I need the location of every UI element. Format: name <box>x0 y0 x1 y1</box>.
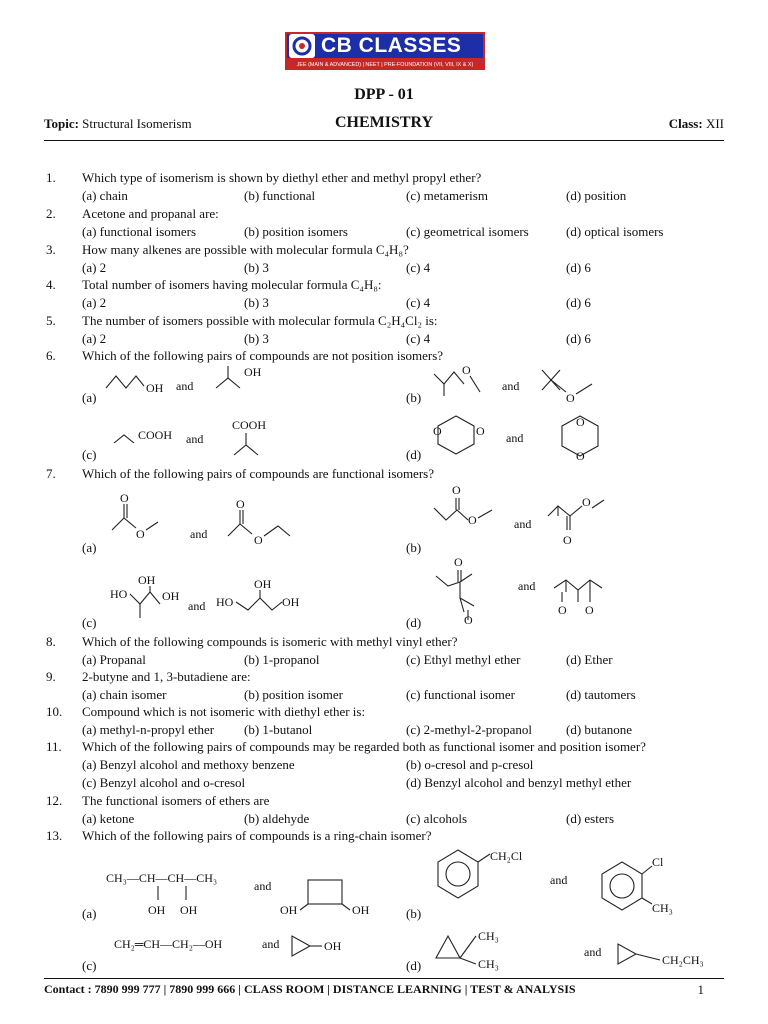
option-c: (c) 4 <box>406 295 431 310</box>
option-c: (c) functional isomer <box>406 687 516 702</box>
question-number: 10. <box>46 704 63 719</box>
option-c: (c) 4 <box>406 260 431 275</box>
svg-text:and: and <box>550 873 568 887</box>
option-b: (b) position isomer <box>244 687 343 702</box>
svg-text:CH₂═CH—CH₂—OH: CH₂═CH—CH₂—OH <box>114 937 223 951</box>
option-d: (d) Ether <box>566 652 613 667</box>
svg-text:OH: OH <box>254 577 272 591</box>
svg-text:O: O <box>464 613 473 627</box>
option-a: (a) Benzyl alcohol and methoxy benzene <box>82 757 295 772</box>
svg-text:O: O <box>254 533 263 547</box>
question-text: Which of the following pairs of compounds are not position isomers? <box>82 348 444 363</box>
option-d: (d) 6 <box>566 331 591 346</box>
topic-value: Structural Isomerism <box>82 116 192 131</box>
question-text: Which of the following pairs of compounds is a ring-chain isomer? <box>82 828 432 843</box>
svg-text:and: and <box>176 379 194 393</box>
question-text: Which of the following pairs of compounds are functional isomers? <box>82 466 434 481</box>
svg-text:O: O <box>462 363 471 377</box>
option-a: (a) 2 <box>82 260 107 275</box>
option-c: (c) Benzyl alcohol and o-cresol <box>82 775 246 790</box>
question-text: 2-butyne and 1, 3-butadiene are: <box>82 669 251 684</box>
question-number: 9. <box>46 669 56 684</box>
option-d: (d) optical isomers <box>566 224 664 239</box>
svg-text:O: O <box>454 555 463 569</box>
svg-text:and: and <box>502 379 520 393</box>
subject-title: CHEMISTRY <box>334 114 434 131</box>
svg-text:and: and <box>254 879 272 893</box>
svg-text:and: and <box>514 517 532 531</box>
option-c: (c) geometrical isomers <box>406 224 529 239</box>
structure-q6a <box>100 362 300 402</box>
question-text: Which of the following compounds is isomeric with methyl vinyl ether? <box>82 634 458 649</box>
question-number: 5. <box>46 313 56 328</box>
question-number: 3. <box>46 242 56 257</box>
option-b: (b) <box>406 390 422 405</box>
question-number: 12. <box>46 793 63 808</box>
question-number: 8. <box>46 634 56 649</box>
option-d: (d) <box>406 958 422 973</box>
brand-tagline: JEE (MAIN & ADVANCED) | NEET | PRE-FOUNDATION (VII, VIII, IX & X) <box>285 60 485 70</box>
question-number: 4. <box>46 277 56 292</box>
header-divider <box>44 140 724 141</box>
structure-q13d <box>430 922 720 974</box>
option-c: (c) <box>82 958 97 973</box>
svg-text:and: and <box>190 527 208 541</box>
structure-q7a <box>108 492 308 552</box>
option-b: (b) aldehyde <box>244 811 310 826</box>
logo-mark-icon <box>289 34 315 58</box>
svg-text:OH: OH <box>324 939 342 953</box>
svg-text:O: O <box>468 513 477 527</box>
svg-text:CH₃: CH₃ <box>478 929 499 943</box>
option-a: (a) Propanal <box>82 652 146 667</box>
svg-text:O: O <box>476 424 485 438</box>
option-a: (a) <box>82 540 97 555</box>
question-number: 2. <box>46 206 56 221</box>
option-d: (d) Benzyl alcohol and benzyl methyl ether <box>406 775 632 790</box>
option-a: (a) ketone <box>82 811 135 826</box>
option-d: (d) esters <box>566 811 615 826</box>
option-c: (c) alcohols <box>406 811 468 826</box>
dpp-title: DPP - 01 <box>354 86 414 103</box>
svg-text:O: O <box>585 603 594 617</box>
option-a: (a) functional isomers <box>82 224 197 239</box>
svg-text:OH: OH <box>282 595 300 609</box>
svg-text:and: and <box>584 945 602 959</box>
option-a: (a) 2 <box>82 331 107 346</box>
svg-text:OH: OH <box>146 381 164 395</box>
svg-text:O: O <box>120 491 129 505</box>
contact-info: Contact : 7890 999 777 | 7890 999 666 | CLASS ROOM | DISTANCE LEARNING | TEST & ANALYSIS <box>44 982 576 996</box>
question-number: 6. <box>46 348 56 363</box>
topic-label: Topic: <box>44 116 79 131</box>
question-number: 7. <box>46 466 56 481</box>
svg-text:O: O <box>433 424 442 438</box>
svg-text:CH₂Cl: CH₂Cl <box>490 849 523 863</box>
svg-text:O: O <box>576 449 585 463</box>
option-d: (d) position <box>566 188 627 203</box>
svg-text:O: O <box>136 527 145 541</box>
option-d: (d) <box>406 447 422 462</box>
footer <box>44 982 724 1000</box>
option-c: (c) <box>82 447 97 462</box>
svg-text:O: O <box>563 533 572 547</box>
svg-text:and: and <box>186 432 204 446</box>
svg-text:Cl: Cl <box>652 855 664 869</box>
svg-text:OH: OH <box>148 903 166 917</box>
option-b: (b) 1-propanol <box>244 652 320 667</box>
option-d: (d) <box>406 615 422 630</box>
question-text: Which of the following pairs of compounds may be regarded both as functional isomer and position isomer? <box>82 739 646 754</box>
structure-q6c <box>112 417 292 459</box>
question-text: The number of isomers possible with molecular formula C₂H₄Cl₂ is: <box>82 313 438 328</box>
svg-text:O: O <box>566 391 575 405</box>
structure-q6b <box>430 362 610 410</box>
option-a: (a) <box>82 906 97 921</box>
question-text: The functional isomers of ethers are <box>82 793 270 808</box>
question-text: Which type of isomerism is shown by diethyl ether and methyl propyl ether? <box>82 170 482 185</box>
option-c: (c) <box>82 615 97 630</box>
option-a: (a) methyl-n-propyl ether <box>82 722 215 737</box>
question-text: Compound which is not isomeric with diethyl ether is: <box>82 704 366 719</box>
page-number: 1 <box>697 982 704 997</box>
option-c: (c) 4 <box>406 331 431 346</box>
svg-text:O: O <box>582 495 591 509</box>
option-b: (b) <box>406 906 422 921</box>
svg-text:O: O <box>452 483 461 497</box>
class <box>669 116 724 132</box>
brand-name: CB CLASSES <box>321 34 462 57</box>
option-c: (c) 2-methyl-2-propanol <box>406 722 532 737</box>
structure-q6d <box>430 410 610 466</box>
option-b: (b) functional <box>244 188 316 203</box>
brand-logo <box>285 32 485 70</box>
svg-text:CH₃: CH₃ <box>478 957 499 971</box>
question-text: Acetone and propanal are: <box>82 206 219 221</box>
svg-text:O: O <box>558 603 567 617</box>
option-b: (b) 3 <box>244 295 269 310</box>
option-d: (d) tautomers <box>566 687 636 702</box>
structure-q13c <box>112 928 392 960</box>
svg-text:OH: OH <box>138 573 156 587</box>
svg-text:and: and <box>518 579 536 593</box>
option-c: (c) Ethyl methyl ether <box>406 652 521 667</box>
footer-divider <box>44 978 724 979</box>
option-b: (b) position isomers <box>244 224 348 239</box>
option-a: (a) chain isomer <box>82 687 167 702</box>
option-d: (d) 6 <box>566 260 591 275</box>
option-d: (d) butanone <box>566 722 633 737</box>
svg-text:OH: OH <box>162 589 180 603</box>
option-b: (b) 1-butanol <box>244 722 313 737</box>
option-a: (a) 2 <box>82 295 107 310</box>
question-number: 13. <box>46 828 63 843</box>
logo-banner <box>285 32 485 60</box>
option-b: (b) o-cresol and p-cresol <box>406 757 534 772</box>
question-number: 1. <box>46 170 56 185</box>
svg-text:CH₂CH₃: CH₂CH₃ <box>662 953 704 967</box>
svg-text:COOH: COOH <box>232 418 267 432</box>
option-b: (b) <box>406 540 422 555</box>
svg-text:HO: HO <box>110 587 128 601</box>
class-label: Class: <box>668 116 703 131</box>
svg-text:COOH: COOH <box>138 428 173 442</box>
svg-text:O: O <box>236 497 245 511</box>
question-text: Total number of isomers having molecular formula C₄H₈: <box>82 277 382 292</box>
option-a: (a) chain <box>82 188 128 203</box>
svg-text:OH: OH <box>180 903 198 917</box>
svg-text:OH: OH <box>244 365 262 379</box>
class-value: XII <box>705 116 724 131</box>
option-a: (a) <box>82 390 97 405</box>
svg-text:OH: OH <box>352 903 370 917</box>
svg-text:CH₃—CH—CH—CH₃: CH₃—CH—CH—CH₃ <box>106 871 218 885</box>
structure-q7b <box>430 482 610 552</box>
structure-q7c <box>108 570 308 630</box>
svg-text:CH₃: CH₃ <box>652 901 673 915</box>
svg-text:O: O <box>576 415 585 429</box>
structure-q13a <box>104 866 404 920</box>
option-b: (b) 3 <box>244 331 269 346</box>
option-b: (b) 3 <box>244 260 269 275</box>
structure-q13b <box>430 842 700 916</box>
option-d: (d) 6 <box>566 295 591 310</box>
svg-text:OH: OH <box>280 903 298 917</box>
svg-text:HO: HO <box>216 595 234 609</box>
option-c: (c) metamerism <box>406 188 488 203</box>
question-number: 11. <box>46 739 62 754</box>
svg-text:and: and <box>188 599 206 613</box>
question-text: How many alkenes are possible with molecular formula C₄H₈? <box>82 242 409 257</box>
svg-text:and: and <box>262 937 280 951</box>
topic-row <box>44 114 724 134</box>
svg-text:and: and <box>506 431 524 445</box>
structure-q7d <box>430 552 610 626</box>
